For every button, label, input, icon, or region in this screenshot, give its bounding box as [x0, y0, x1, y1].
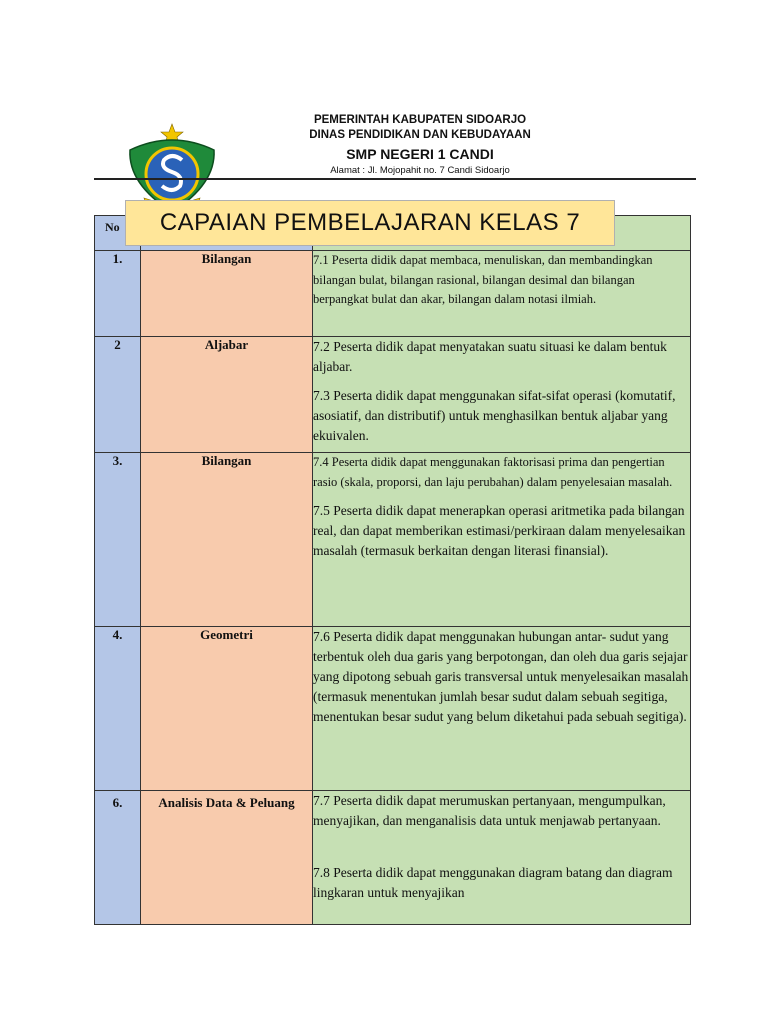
outcome-text: 7.7 Peserta didik dapat merumuskan pertanyaan, mengumpulkan, menyajikan, dan menganalisis data untuk menjawab pertanyaan. — [313, 793, 666, 828]
row-number: 2 — [95, 337, 141, 453]
page-title-banner: CAPAIAN PEMBELAJARAN KELAS 7 — [125, 200, 615, 246]
outcome-text: 7.2 Peserta didik dapat menyatakan suatu situasi ke dalam bentuk aljabar. — [313, 339, 667, 374]
row-number: 4. — [95, 627, 141, 791]
row-content — [313, 453, 691, 627]
learning-outcomes-table — [94, 215, 691, 925]
outcome-text: 7.3 Peserta didik dapat menggunakan sifat-sifat operasi (komutatif, asosiatif, dan distributif) untuk menghasilkan bentuk aljabar yang ekuivalen. — [313, 388, 676, 443]
header-no: No — [95, 216, 141, 251]
row-content — [313, 337, 691, 453]
row-number: 1. — [95, 251, 141, 337]
row-content — [313, 791, 691, 925]
outcome-text: 7.8 Peserta didik dapat menggunakan diagram batang dan diagram lingkaran untuk menyajikan — [313, 865, 673, 900]
row-content — [313, 627, 691, 791]
row-element: Analisis Data & Peluang — [141, 791, 313, 925]
table-row — [95, 453, 691, 627]
outcome-text: 7.1 Peserta didik dapat membaca, menuliskan, dan membandingkan bilangan bulat, bilangan rasional, bilangan desimal dan bilangan berpangkat bulat dan akar, bilangan dalam notasi ilmiah. — [313, 253, 653, 306]
row-number: 3. — [95, 453, 141, 627]
row-element: Bilangan — [141, 251, 313, 337]
letterhead-divider — [94, 178, 696, 180]
department-name: DINAS PENDIDIKAN DAN KEBUDAYAAN — [309, 129, 531, 141]
outcome-text: 7.4 Peserta didik dapat menggunakan faktorisasi prima dan pengertian rasio (skala, proporsi, dan laju perubahan) dalam penyelesaian masalah. — [313, 455, 673, 489]
row-element: Aljabar — [141, 337, 313, 453]
row-element: Bilangan — [141, 453, 313, 627]
row-number: 6. — [95, 791, 141, 925]
letterhead-text — [220, 112, 620, 177]
row-element: Geometri — [141, 627, 313, 791]
table-row — [95, 337, 691, 453]
row-content — [313, 251, 691, 337]
table-row — [95, 251, 691, 337]
school-address: Alamat : Jl. Mojopahit no. 7 Candi Sidoarjo — [330, 165, 510, 176]
outcome-text: 7.6 Peserta didik dapat menggunakan hubungan antar- sudut yang terbentuk oleh dua garis yang berpotongan, dan oleh dua garis sejajar yang dipotong sebuah garis transversal untuk menyelesaikan masalah (termasuk menentukan jumlah besar sudut dalam sebuah segitiga, menentukan besar sudut yang belum diketahui pada sebuah segitiga). — [313, 629, 689, 724]
government-name: PEMERINTAH KABUPATEN SIDOARJO — [313, 114, 527, 126]
letterhead — [0, 0, 768, 180]
table-row — [95, 791, 691, 925]
outcome-text: 7.5 Peserta didik dapat menerapkan operasi aritmetika pada bilangan real, dan dapat memberikan estimasi/perkiraan dalam menyelesaikan masalah (termasuk berkaitan dengan literasi finansial). — [313, 503, 686, 558]
table-row — [95, 627, 691, 791]
school-name: SMP NEGERI 1 CANDI — [346, 146, 494, 162]
